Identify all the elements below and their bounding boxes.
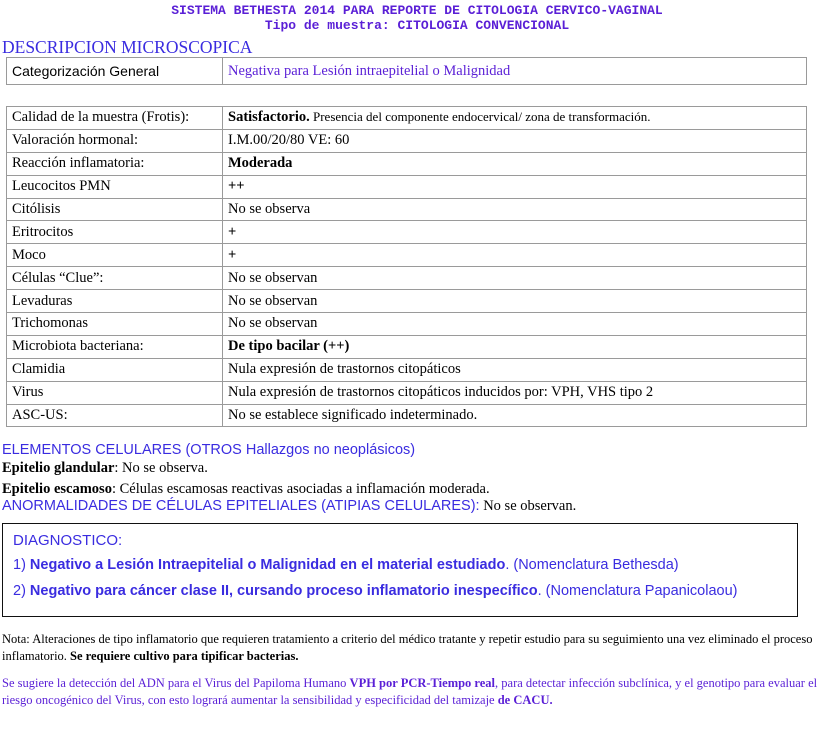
finding-value: No se observan xyxy=(223,290,807,313)
section-title-microscopic: DESCRIPCION MICROSCOPICA xyxy=(2,37,253,57)
table-row xyxy=(7,221,807,244)
table-row xyxy=(7,58,807,85)
table-row xyxy=(7,335,807,358)
finding-value-bold: De tipo bacilar (++) xyxy=(228,338,350,355)
suggestion-bold-1: VPH por PCR-Tiempo real xyxy=(349,676,496,690)
finding-label: Virus xyxy=(7,381,223,404)
squamous-label: Epitelio escamoso xyxy=(2,481,112,497)
table-row xyxy=(7,267,807,290)
diagnosis-item-suffix: . (Nomenclatura Bethesda) xyxy=(505,557,679,573)
finding-value: No se establece significado indeterminado. xyxy=(223,404,807,427)
table-row xyxy=(7,152,807,175)
finding-value-bold: ++ xyxy=(228,178,245,195)
finding-label: Clamidia xyxy=(7,358,223,381)
finding-value xyxy=(223,335,807,358)
finding-label: Citólisis xyxy=(7,198,223,221)
diagnosis-item-suffix: . (Nomenclatura Papanicolaou) xyxy=(537,583,738,599)
finding-value xyxy=(223,175,807,198)
suggestion-text-1: Se sugiere la detección del ADN para el Virus del Papiloma Humano xyxy=(2,676,350,690)
findings-table xyxy=(6,106,807,427)
report-header-title: SISTEMA BETHESTA 2014 PARA REPORTE DE CITOLOGIA CERVICO-VAGINAL xyxy=(171,3,663,18)
finding-value-bold: + xyxy=(228,223,237,240)
suggestion-bold-2: de CACU. xyxy=(497,693,553,707)
cellular-elements-title: ELEMENTOS CELULARES (OTROS Hallazgos no neoplásicos) xyxy=(2,442,416,458)
table-row xyxy=(7,358,807,381)
table-row xyxy=(7,175,807,198)
diagnosis-item-bold: Negativo a Lesión Intraepitelial o Malignidad en el material estudiado xyxy=(29,557,506,573)
table-row xyxy=(7,244,807,267)
suggestion-text-2: , para detectar infección subclínica, y el genotipo para evaluar el riesgo oncogénico del Virus, con esto logrará aumentar la sensibilidad y especificidad del tamizaje xyxy=(2,676,818,707)
finding-value: No se observa xyxy=(223,198,807,221)
finding-value xyxy=(223,244,807,267)
categorization-value: Negativa para Lesión intraepitelial o Malignidad xyxy=(223,58,807,85)
categorization-table xyxy=(6,57,807,85)
table-row xyxy=(7,313,807,336)
finding-label: Microbiota bacteriana: xyxy=(7,335,223,358)
note-text: Nota: Alteraciones de tipo inflamatorio que requieren tratamiento a criterio del médico tratante y repetir estudio para su seguimiento una vez eliminado el proceso inflamatorio. xyxy=(2,632,813,663)
epithelial-abnormalities-line xyxy=(2,498,576,515)
diagnosis-item-prefix: 2) xyxy=(13,583,30,599)
diagnosis-item-bold: Negativo para cáncer clase II, cursando proceso inflamatorio inespecífico xyxy=(29,583,538,599)
table-row xyxy=(7,290,807,313)
finding-value-bold: + xyxy=(228,246,237,263)
finding-label: ASC-US: xyxy=(7,404,223,427)
table-row xyxy=(7,129,807,152)
squamous-value: : Células escamosas reactivas asociadas a inflamación moderada. xyxy=(111,481,490,497)
finding-value xyxy=(223,107,807,130)
finding-value: No se observan xyxy=(223,267,807,290)
squamous-epithelium-line xyxy=(2,481,490,498)
categorization-label: Categorización General xyxy=(7,58,223,85)
diagnosis-title: DIAGNOSTICO: xyxy=(13,532,123,549)
finding-value-bold: Satisfactorio. xyxy=(228,109,310,126)
diagnosis-box xyxy=(2,523,798,617)
finding-value: Nula expresión de trastornos citopáticos inducidos por: VPH, VHS tipo 2 xyxy=(223,381,807,404)
finding-value xyxy=(223,152,807,175)
finding-label: Moco xyxy=(7,244,223,267)
finding-label: Células “Clue”: xyxy=(7,267,223,290)
note-bold: Se requiere cultivo para tipificar bacterias. xyxy=(70,649,299,663)
finding-label: Valoración hormonal: xyxy=(7,129,223,152)
glandular-label: Epitelio glandular xyxy=(2,460,115,476)
glandular-value: : No se observa. xyxy=(114,460,208,476)
finding-label: Trichomonas xyxy=(7,313,223,336)
diagnosis-item-1 xyxy=(13,557,679,573)
glandular-epithelium-line xyxy=(2,460,208,477)
finding-label: Eritrocitos xyxy=(7,221,223,244)
finding-value-bold: Moderada xyxy=(228,155,293,172)
finding-label: Calidad de la muestra (Frotis): xyxy=(7,107,223,130)
abnormalities-value: No se observan. xyxy=(479,498,577,514)
finding-value-rest: Presencia del componente endocervical/ zona de transformación. xyxy=(309,109,651,125)
finding-label: Leucocitos PMN xyxy=(7,175,223,198)
finding-value: No se observan xyxy=(223,313,807,336)
finding-label: Reacción inflamatoria: xyxy=(7,152,223,175)
diagnosis-item-prefix: 1) xyxy=(13,557,30,573)
diagnosis-item-2 xyxy=(13,583,738,599)
finding-value: I.M.00/20/80 VE: 60 xyxy=(223,129,807,152)
finding-value xyxy=(223,221,807,244)
table-row xyxy=(7,198,807,221)
suggestion-paragraph xyxy=(2,675,832,709)
finding-value: Nula expresión de trastornos citopáticos xyxy=(223,358,807,381)
finding-label: Levaduras xyxy=(7,290,223,313)
table-row xyxy=(7,404,807,427)
abnormalities-title: ANORMALIDADES DE CÉLULAS EPITELIALES (ATIPIAS CELULARES): xyxy=(2,498,480,514)
table-row xyxy=(7,381,807,404)
table-row xyxy=(7,107,807,130)
sample-type-line: Tipo de muestra: CITOLOGIA CONVENCIONAL xyxy=(264,18,570,33)
note-paragraph xyxy=(2,631,830,665)
